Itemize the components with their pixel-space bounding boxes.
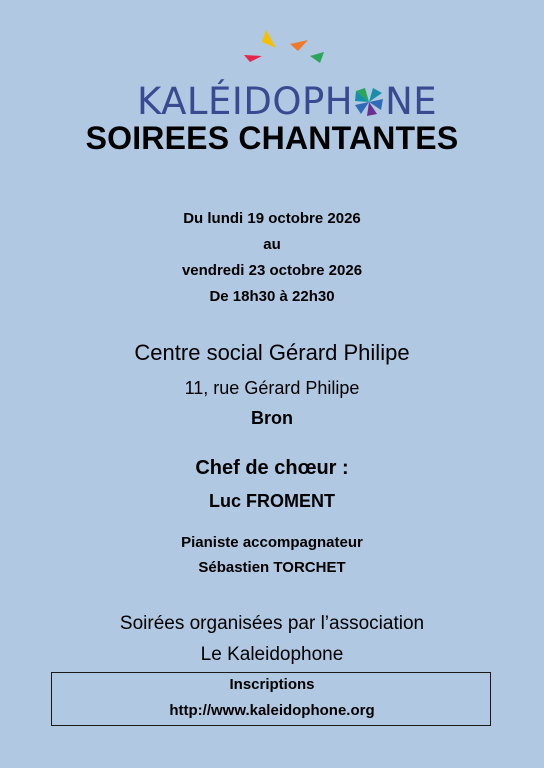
pianist-label: Pianiste accompagnateur (181, 534, 363, 551)
venue-name: Centre social Gérard Philipe (134, 340, 410, 365)
logo-text-before: KALÉIDOPH (137, 80, 354, 123)
logo-wordmark (137, 82, 437, 122)
inscriptions-url-link[interactable]: http://www.kaleidophone.org (169, 702, 375, 719)
organizer-name: Le Kaleidophone (200, 644, 344, 665)
chef-label: Chef de chœur : (195, 457, 349, 479)
date-connector: au (263, 236, 281, 253)
venue-street: 11, rue Gérard Philipe (184, 378, 360, 398)
logo-o-pinwheel-icon (354, 87, 384, 117)
date-end-line: vendredi 23 octobre 2026 (181, 262, 363, 279)
pianist-name: Sébastien TORCHET (198, 559, 346, 576)
logo-text-after: NE (385, 80, 438, 123)
time-range: De 18h30 à 22h30 (209, 288, 335, 305)
event-title: SOIREES CHANTANTES (85, 120, 459, 156)
venue-city: Bron (251, 408, 293, 428)
chef-name: Luc FROMENT (209, 491, 335, 511)
inscriptions-label: Inscriptions (229, 676, 315, 693)
date-start-line: Du lundi 19 octobre 2026 (183, 210, 361, 227)
organizer-line: Soirées organisées par l’association (119, 613, 425, 634)
kaleidophone-logo (130, 26, 438, 123)
